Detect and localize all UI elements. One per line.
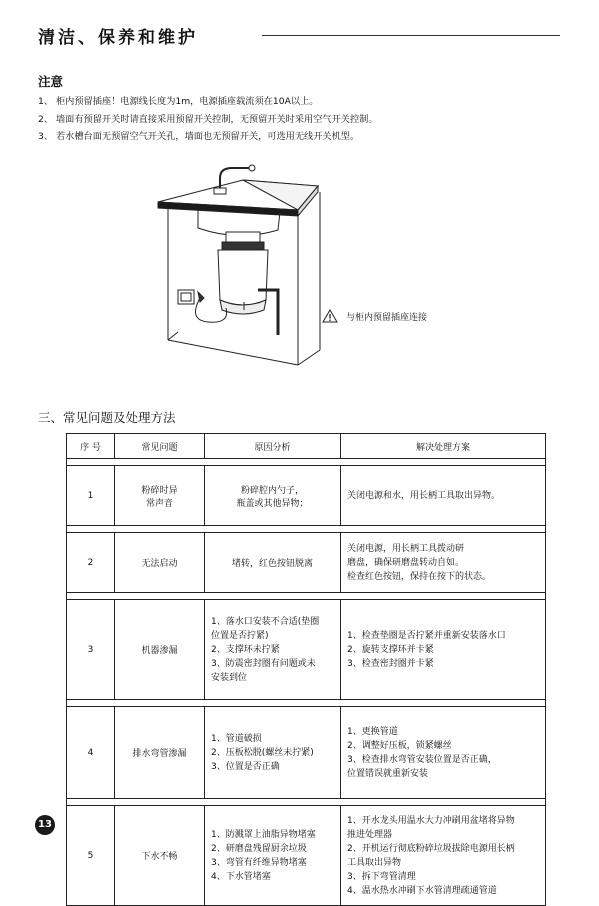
problem-cell [115,806,205,906]
row-number [67,466,115,526]
problem-cell [115,466,205,526]
cause-cell-text: 堵转，红色按钮脱离 [231,559,313,569]
note-heading: 注意 [38,74,64,89]
title-rule [262,35,560,36]
note-item: 2、 墙面有预留开关时请直接采用预留开关控制，无预留开关时采用空气开关控制。 [38,113,378,125]
solution-cell [341,600,546,700]
problem-cell-text: 排水弯管渗漏 [132,749,187,759]
problem-cell-text: 粉碎时异 常声音 [141,485,178,509]
table-row [67,466,546,526]
warning-triangle-icon [322,309,338,323]
note-item: 3、 若水槽台面无预留空气开关孔，墙面也无预留开关，可选用无线开关机型。 [38,131,360,142]
cause-cell [205,533,341,593]
problem-cell-text: 机器渗漏 [141,646,178,656]
solution-cell-text: 关闭电源和水，用长柄工具取出异物。 [347,490,501,501]
solution-cell [341,466,546,526]
cause-cell-text: 1、管道破损 2、压板松脱(螺丝未拧紧) 3、位置是否正确 [211,733,314,772]
row-number [67,533,115,593]
row-number [67,707,115,799]
solution-cell-text: 1、开水龙头用温水大力冲刷用盆堵将异物 推进处理器 2、开机运行彻底粉碎垃圾拔除电源用长柄 工具取出异物 3、拆下弯管清理 4、温水热水冲刷下水管清理疏通管道 [347,815,515,896]
row-spacer [67,593,546,600]
solution-cell-text: 关闭电源，用长柄工具拨动研 磨盘，确保研磨盘转动自如。 检查红色按钮，保持在按下的状态。 [347,543,492,582]
row-number-text: 2 [87,557,94,568]
table-header-row [67,434,546,459]
cause-cell [205,466,341,526]
row-spacer [67,459,546,466]
column-header: 常见问题 [115,434,205,459]
table-row [67,600,546,700]
column-header: 原因分析 [205,434,341,459]
problem-cell [115,707,205,799]
column-header: 解决处理方案 [341,434,546,459]
cause-cell [205,806,341,906]
row-number-text: 3 [87,644,94,655]
solution-cell-text: 1、检查垫圈是否拧紧并重新安装落水口 2、旋转支撑环并卡紧 3、检查密封圈并卡紧 [347,630,506,669]
solution-cell [341,533,546,593]
solution-cell-text: 1、更换管道 2、调整好压板，锁紧螺丝 3、检查排水弯管安装位置是否正确， 位置错误就重新安装 [347,726,497,779]
solution-cell [341,707,546,799]
row-number-text: 5 [87,850,94,861]
table-row [67,806,546,906]
cause-cell-text: 1、防溅罩上油脂异物堵塞 2、研磨盘残留厨余垃圾 3、弯管有纤维异物堵塞 4、下水管堵塞 [211,829,316,882]
row-spacer [67,700,546,707]
faq-heading: 三、常见问题及处理方法 [38,410,176,425]
solution-cell [341,806,546,906]
row-number [67,600,115,700]
page-number: 13 [35,815,55,835]
table-row [67,533,546,593]
note-item: 1、 柜内预留插座！电源线长度为1m，电源插座载流须在10A以上。 [38,96,319,107]
cause-cell [205,707,341,799]
row-spacer [67,799,546,806]
problem-cell [115,533,205,593]
problem-cell [115,600,205,700]
caption-text: 与柜内预留插座连接 [346,312,428,323]
row-spacer [67,526,546,533]
note-list [38,93,568,146]
installation-illustration [148,150,458,380]
cause-cell [205,600,341,700]
problem-cell-text: 下水不畅 [141,852,178,862]
problem-cell-text: 无法启动 [141,559,178,569]
cause-cell-text: 1、落水口安装不合适(垫圈 位置是否拧紧) 2、支撑环未拧紧 3、防震密封圈有问题或未 安装到位 [211,616,320,683]
column-header: 序 号 [67,434,115,459]
cause-cell-text: 粉碎腔内勺子， 瓶盖或其他异物； [236,485,309,509]
faq-table [66,433,546,906]
page-title: 清洁、保养和维护 [38,28,198,48]
row-number-text: 4 [87,747,94,758]
table-row [67,707,546,799]
row-number [67,806,115,906]
illustration-caption [322,309,492,323]
row-number-text: 1 [87,490,94,501]
